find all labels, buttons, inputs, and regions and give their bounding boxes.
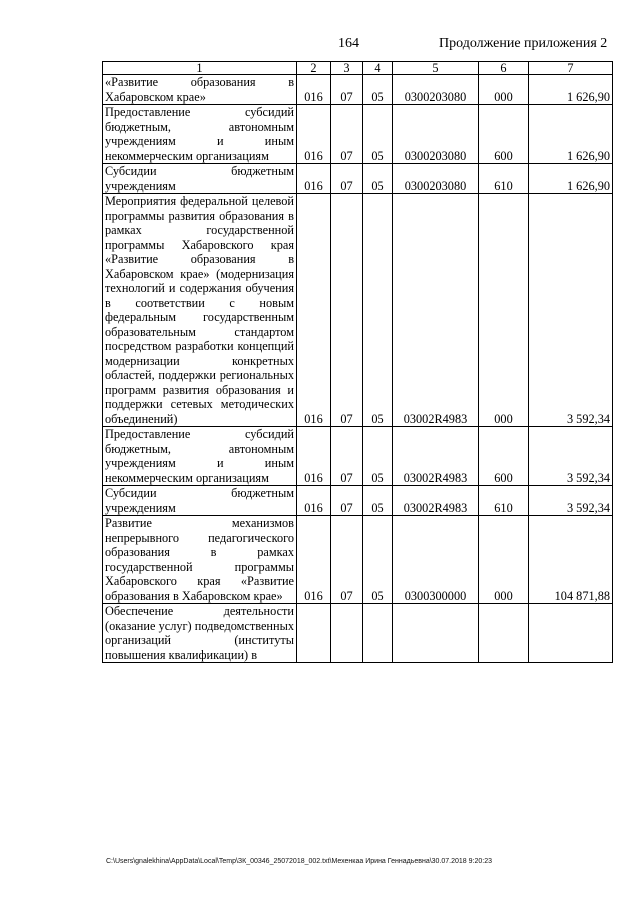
amount: 1 626,90 [529, 164, 613, 194]
table-row [103, 604, 613, 663]
amount: 1 626,90 [529, 75, 613, 105]
expense-type-code: 000 [479, 194, 529, 427]
expense-name: Развитие механизмов непрерывного педагогического образования в рамках государственной программы Хабаровского края «Развитие образования в Хабаровском крае» [103, 516, 297, 604]
subsection-code: 05 [363, 164, 393, 194]
subsection-code [363, 604, 393, 663]
table-row [103, 75, 613, 105]
table-row [103, 427, 613, 486]
expense-name: Субсидии бюджетным учреждениям [103, 164, 297, 194]
section-code: 07 [331, 75, 363, 105]
target-article-code: 0300300000 [393, 516, 479, 604]
amount: 1 626,90 [529, 105, 613, 164]
file-path-footer: C:\Users\gnalekhina\AppData\Local\Temp\ЗК_00346_25072018_002.txt\Мехенкаа Ирина Геннадьевна\30.07.2018 9:20:23 [106, 858, 492, 865]
ministry-code: 016 [297, 164, 331, 194]
expense-name: «Развитие образования в Хабаровском крае» [103, 75, 297, 105]
expense-name: Предоставление субсидий бюджетным, автономным учреждениям и иным некоммерческим организациям [103, 427, 297, 486]
section-code: 07 [331, 516, 363, 604]
table-row [103, 194, 613, 427]
ministry-code [297, 604, 331, 663]
table-row [103, 486, 613, 516]
expense-type-code [479, 604, 529, 663]
column-header: 5 [393, 62, 479, 75]
section-code: 07 [331, 427, 363, 486]
section-code: 07 [331, 194, 363, 427]
target-article-code: 0300203080 [393, 164, 479, 194]
amount: 3 592,34 [529, 486, 613, 516]
expense-type-code: 610 [479, 164, 529, 194]
target-article-code: 0300203080 [393, 75, 479, 105]
expense-name: Обеспечение деятельности (оказание услуг) подведомственных организаций (институты повышения квалификации) в [103, 604, 297, 663]
target-article-code: 03002R4983 [393, 194, 479, 427]
subsection-code: 05 [363, 486, 393, 516]
ministry-code: 016 [297, 427, 331, 486]
continuation-label: Продолжение приложения 2 [439, 36, 608, 51]
budget-table [102, 61, 613, 663]
expense-type-code: 000 [479, 75, 529, 105]
section-code: 07 [331, 105, 363, 164]
subsection-code: 05 [363, 75, 393, 105]
expense-type-code: 600 [479, 105, 529, 164]
page-number: 164 [338, 36, 359, 51]
ministry-code: 016 [297, 75, 331, 105]
amount: 3 592,34 [529, 194, 613, 427]
target-article-code: 03002R4983 [393, 427, 479, 486]
target-article-code: 03002R4983 [393, 486, 479, 516]
column-header: 7 [529, 62, 613, 75]
ministry-code: 016 [297, 194, 331, 427]
amount [529, 604, 613, 663]
expense-name: Субсидии бюджетным учреждениям [103, 486, 297, 516]
section-code: 07 [331, 486, 363, 516]
expense-name: Мероприятия федеральной целевой программы развития образования в рамках государственной программы Хабаровского края «Развитие образования в Хабаровском крае» (модернизация технологий и содержания обучения в соответствии с новым федеральным государственным образовательным стандартом посредством разработки концепций модернизации конкретных областей, поддержки региональных программ развития образования и поддержки сетевых методических объединений) [103, 194, 297, 427]
column-header: 4 [363, 62, 393, 75]
expense-type-code: 000 [479, 516, 529, 604]
table-row [103, 516, 613, 604]
ministry-code: 016 [297, 516, 331, 604]
amount: 104 871,88 [529, 516, 613, 604]
expense-name: Предоставление субсидий бюджетным, автономным учреждениям и иным некоммерческим организациям [103, 105, 297, 164]
table-row [103, 164, 613, 194]
target-article-code: 0300203080 [393, 105, 479, 164]
ministry-code: 016 [297, 486, 331, 516]
subsection-code: 05 [363, 516, 393, 604]
column-header: 1 [103, 62, 297, 75]
ministry-code: 016 [297, 105, 331, 164]
amount: 3 592,34 [529, 427, 613, 486]
subsection-code: 05 [363, 194, 393, 427]
table-row [103, 105, 613, 164]
target-article-code [393, 604, 479, 663]
expense-type-code: 610 [479, 486, 529, 516]
table-header-row [103, 62, 613, 75]
expense-type-code: 600 [479, 427, 529, 486]
column-header: 3 [331, 62, 363, 75]
section-code: 07 [331, 164, 363, 194]
column-header: 6 [479, 62, 529, 75]
subsection-code: 05 [363, 427, 393, 486]
subsection-code: 05 [363, 105, 393, 164]
column-header: 2 [297, 62, 331, 75]
section-code [331, 604, 363, 663]
